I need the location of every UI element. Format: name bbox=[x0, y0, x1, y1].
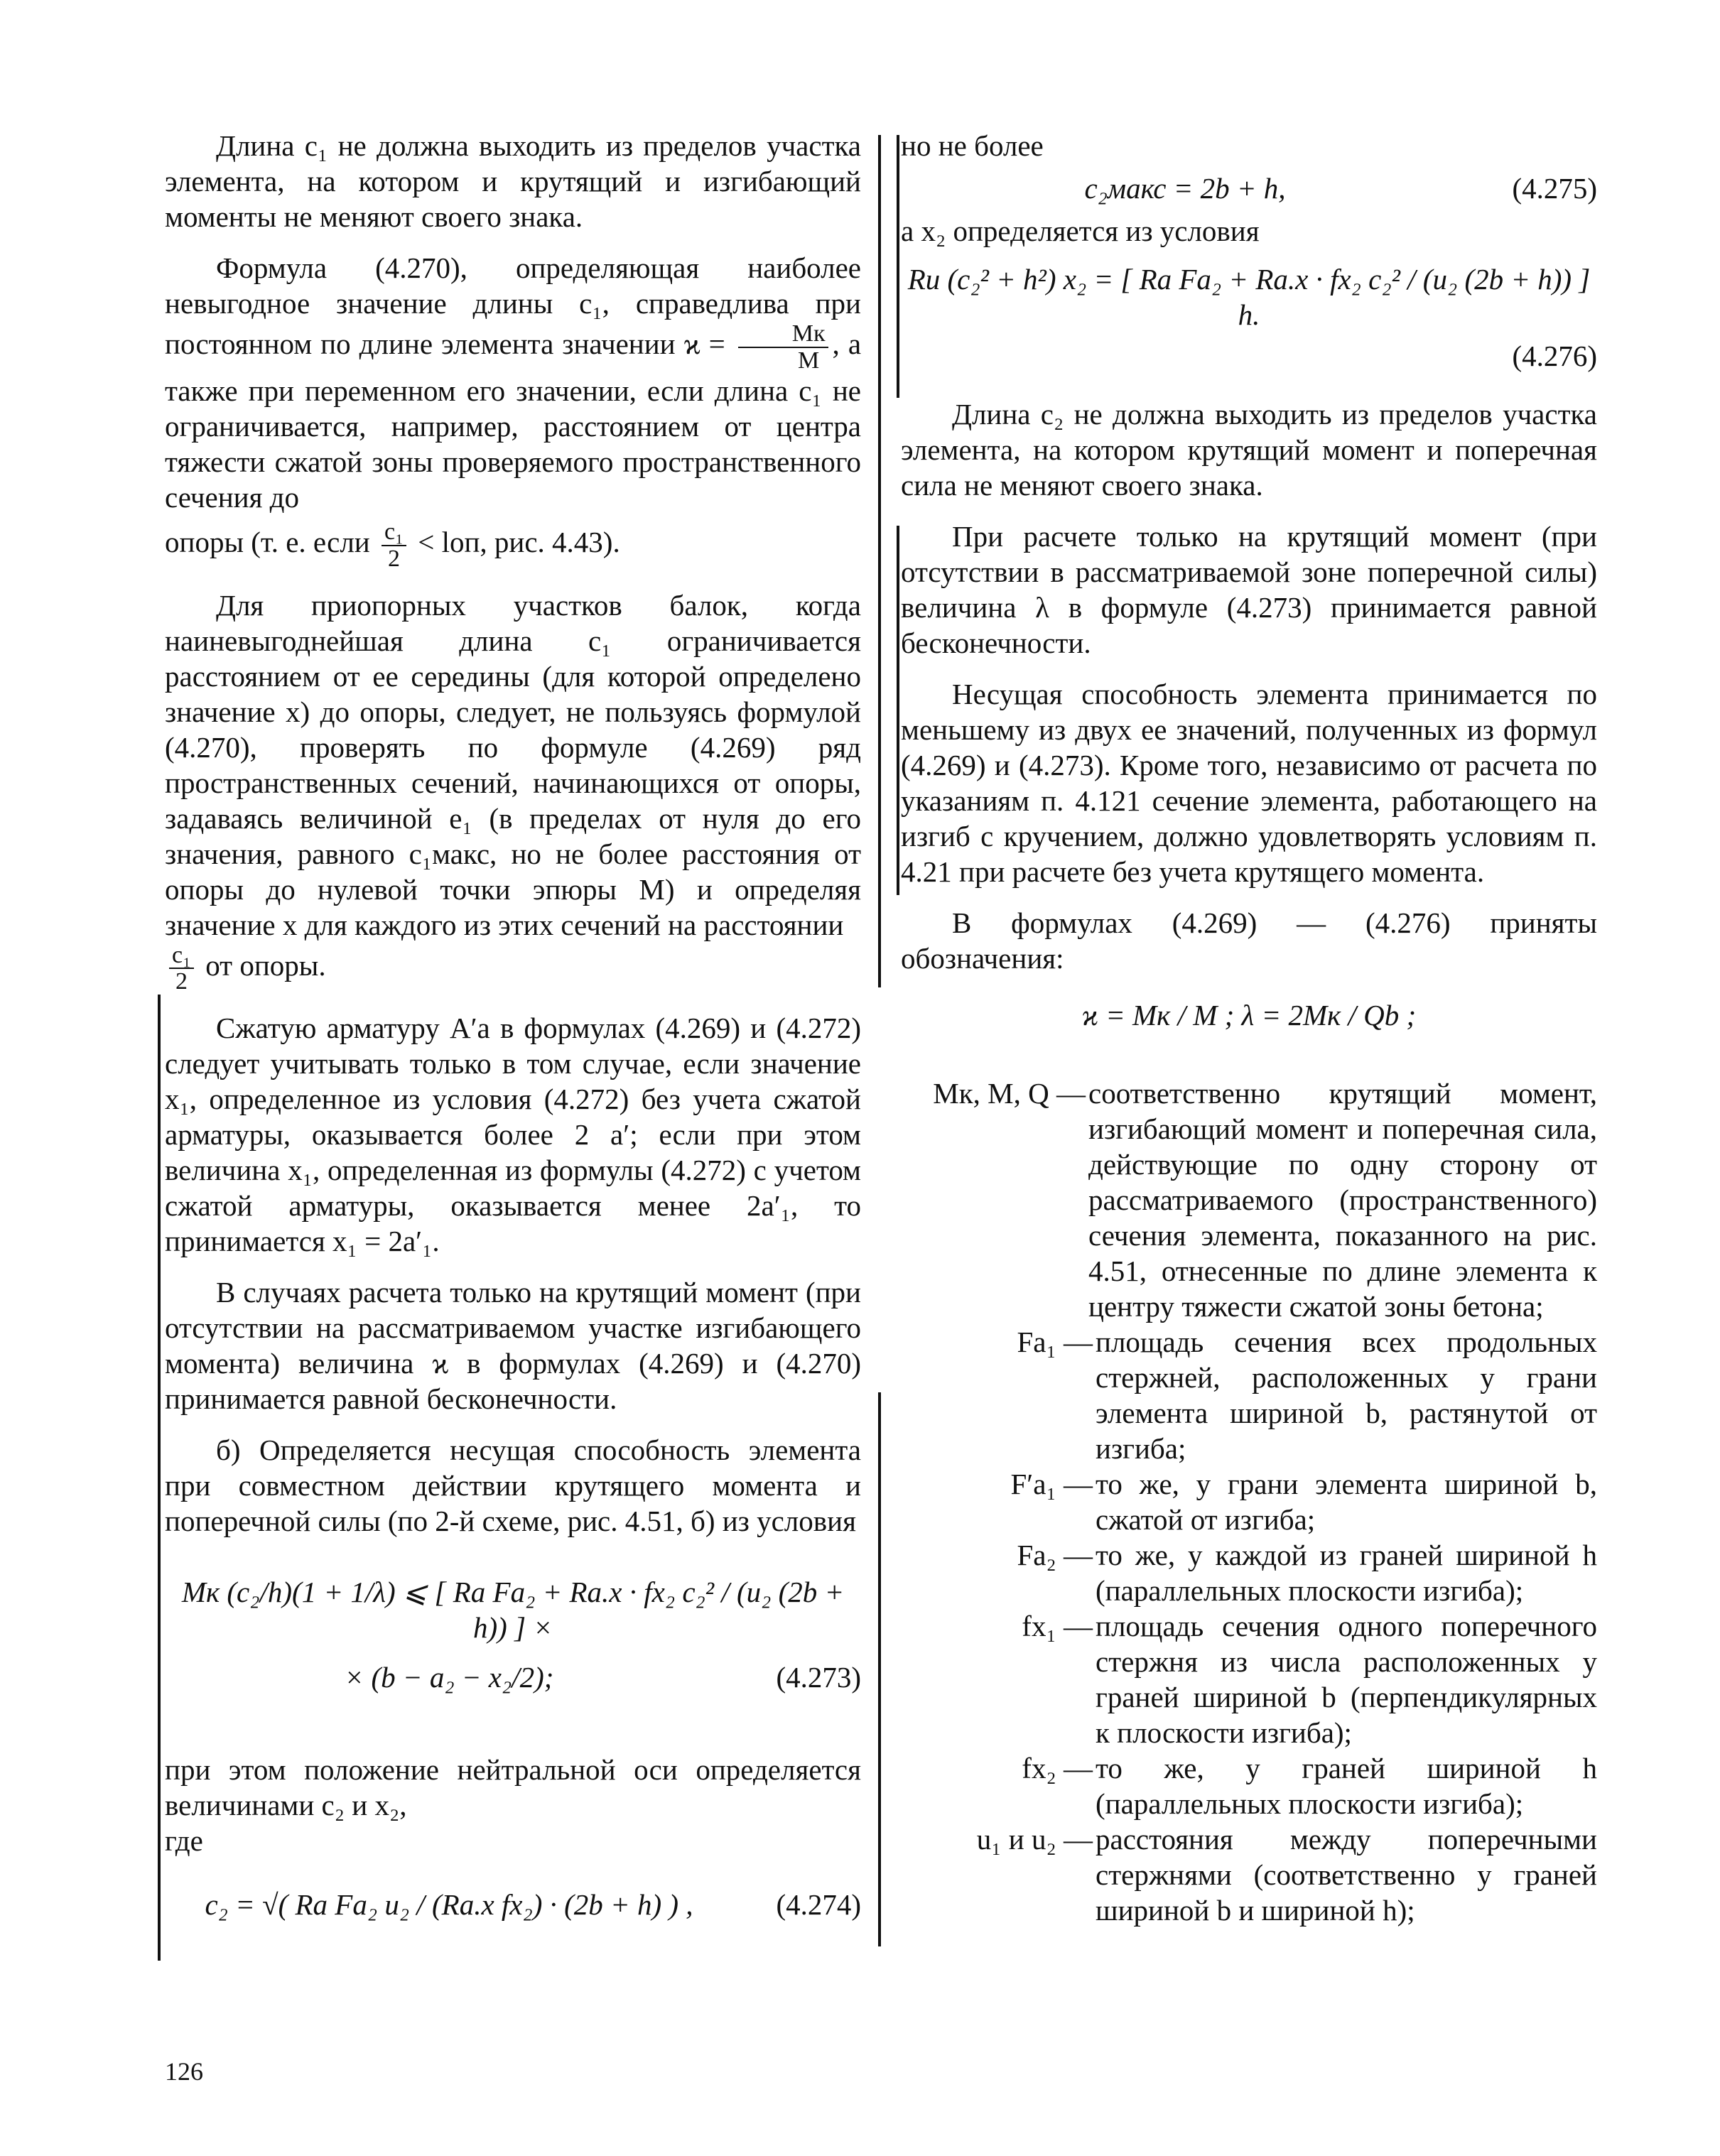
equation-number: (4.276) bbox=[1512, 340, 1597, 372]
equation-body: × (b − a₂ − x₂/2); bbox=[344, 1661, 554, 1694]
definition-symbol: F′a₁ — bbox=[1010, 1468, 1093, 1500]
fraction-c1-over-2-b bbox=[169, 943, 194, 995]
definition-item bbox=[901, 1324, 1597, 1466]
fraction-mk-over-m bbox=[738, 321, 828, 373]
margin-rule-center-upper bbox=[878, 135, 881, 987]
paragraph-c2-length: Длина c₂ не должна выходить из пределов участка элемента, на котором крутящий момент и поперечная сила не меняют своего знака. bbox=[901, 398, 1597, 502]
equation-4-276 bbox=[901, 256, 1597, 374]
definition-text: площадь сечения всех продольных стержней, расположенных у грани элемента шириной b, растянутой от изгиба; bbox=[1096, 1326, 1597, 1465]
definitions-list bbox=[901, 1076, 1597, 1928]
paragraph-from-support bbox=[165, 943, 861, 995]
paragraph-compressed-reinforcement: Сжатую арматуру A′a в формулах (4.269) и (4.272) следует учитывать только в том случае, если значение x₁, определенное из условия (4.272) без учета сжатой арматуры, оказывается более 2 a′; если при этом величина x₁, определенная из формулы (4.272) с учетом сжатой арматуры, оказывается менее 2a′₁, то принимается x₁ = 2a′₁. bbox=[165, 1012, 861, 1258]
equation-line-1: Mк (c₂/h)(1 + 1/λ) ⩽ [ Ra Fa₂ + Ra.x · fx₂ c₂² / (u₂ (2b + h)) ] × bbox=[181, 1576, 845, 1645]
paragraph-scheme-2: б) Определяется несущая способность элемента при совместном действии крутящего момента и поперечной силы (по 2-й схеме, рис. 4.51, б) из условия bbox=[165, 1434, 861, 1538]
paragraph-neutral-axis: при этом положение нейтральной оси определяется величинами c₂ и x₂, bbox=[165, 1753, 861, 1822]
definition-item bbox=[901, 1537, 1597, 1608]
left-column bbox=[165, 128, 861, 1929]
numerator: c₁ bbox=[382, 519, 406, 546]
definition-item bbox=[901, 1821, 1597, 1928]
paragraph-formula-4-270 bbox=[165, 250, 861, 515]
equation-number: (4.275) bbox=[1512, 172, 1597, 205]
text: опоры (т. е. если bbox=[165, 526, 370, 559]
paragraph-notation-intro: В формулах (4.269) — (4.276) приняты обозначения: bbox=[901, 906, 1597, 975]
denominator: 2 bbox=[175, 968, 188, 995]
definition-item bbox=[901, 1466, 1597, 1537]
definition-text: то же, у каждой из граней шириной h (параллельных плоскости изгиба); bbox=[1096, 1539, 1597, 1607]
definition-symbol: Fa₂ — bbox=[1017, 1539, 1093, 1571]
equation-body: Rи (c₂² + h²) x₂ = [ Ra Fa₂ + Ra.x · fx₂ c₂² / (u₂ (2b + h)) ] h. bbox=[907, 263, 1591, 331]
fraction-c1-over-2 bbox=[382, 519, 406, 571]
notation-formula: ϰ = Mк / M ; λ = 2Mк / Qb ; bbox=[1081, 999, 1417, 1031]
equation-line-2 bbox=[165, 1659, 861, 1695]
definition-symbol: Fa₁ — bbox=[1017, 1326, 1093, 1358]
definition-symbol: fx₁ — bbox=[1022, 1610, 1093, 1642]
definition-item bbox=[901, 1608, 1597, 1750]
page-number: 126 bbox=[165, 2057, 203, 2086]
paragraph-bearing-capacity: Несущая способность элемента принимается по меньшему из двух ее значений, полученных из формул (4.269) и (4.273). Кроме того, независимо от расчета по указаниям п. 4.121 сечение элемента, работающего на изгиб с кручением, должно удовлетворять условиям п. 4.21 при расчете без учета крутящего момента. bbox=[901, 678, 1597, 888]
definition-item bbox=[901, 1076, 1597, 1324]
definition-item bbox=[901, 1750, 1597, 1821]
equation-4-275 bbox=[901, 170, 1597, 206]
right-column bbox=[901, 128, 1597, 1928]
numerator: Mк bbox=[738, 321, 828, 348]
where-label: где bbox=[165, 1824, 203, 1858]
paragraph-torque-only: В случаях расчета только на крутящий момент (при отсутствии на рассматриваемом участке изгибающего момента) величина ϰ в формулах (4.269) и (4.270) принимается равной бесконечности. bbox=[165, 1276, 861, 1416]
definition-text: площадь сечения одного поперечного стержня из числа расположенных у граней шириной b (перпендикулярных к плоскости изгиба); bbox=[1096, 1610, 1597, 1749]
paragraph-x2-condition: а x₂ определяется из условия bbox=[901, 215, 1260, 247]
margin-rule-center-lower bbox=[878, 1392, 881, 1946]
margin-rule-right-mid bbox=[897, 526, 899, 895]
equation-number: (4.273) bbox=[776, 1661, 861, 1694]
equation-4-274 bbox=[165, 1887, 861, 1922]
margin-rule-left-lower bbox=[158, 995, 161, 1961]
text: Для приопорных участков балок, когда наиневыгоднейшая длина c₁ ограничивается расстоянием от ее середины (для которой определено значение x) до опоры, следует, не пользуясь формулой (4.270), проверять по формуле (4.269) ряд пространственных сечений, начинающихся от опоры, задаваясь величиной e₁ (в пределах от нуля до его значения, равного c₁макс, но не более расстояния от опоры до нулевой точки эпюры M) и определяя значение x для каждого из этих сечений на расстоянии bbox=[165, 588, 861, 941]
definition-text: то же, у грани элемента шириной b, сжатой от изгиба; bbox=[1096, 1468, 1597, 1536]
definition-symbol: fx₂ — bbox=[1022, 1752, 1093, 1784]
denominator: 2 bbox=[387, 546, 400, 573]
margin-rule-right-upper bbox=[897, 135, 899, 398]
text: от опоры. bbox=[205, 948, 326, 982]
definition-symbol: u₁ и u₂ — bbox=[976, 1823, 1093, 1856]
equation-number: (4.274) bbox=[776, 1888, 861, 1922]
kappa-symbol: ϰ = bbox=[683, 327, 725, 361]
numerator: c₁ bbox=[169, 943, 194, 970]
paragraph-but-not-more: но не более bbox=[901, 129, 1044, 162]
definition-text: расстояния между поперечными стержнями (соответственно у граней шириной b и шириной h); bbox=[1096, 1823, 1597, 1927]
definition-text: то же, у граней шириной h (параллельных плоскости изгиба); bbox=[1096, 1752, 1597, 1820]
paragraph-c1-length: Длина c₁ не должна выходить из пределов участка элемента, на котором и крутящий и изгибающий моменты не меняют своего знака. bbox=[165, 129, 861, 233]
definition-symbol: Mк, M, Q — bbox=[933, 1077, 1086, 1110]
paragraph-torque-only-lambda: При расчете только на крутящий момент (при отсутствии в рассматриваемой зоне поперечной силы) величина λ в формуле (4.273) принимается равной бесконечности. bbox=[901, 520, 1597, 659]
denominator: M bbox=[798, 347, 820, 374]
equation-body: c₂макс = 2b + h, bbox=[1084, 172, 1286, 205]
text: < lоп, рис. 4.43). bbox=[418, 526, 620, 559]
definition-text: соответственно крутящий момент, изгибающий момент и поперечная сила, действующие по одну сторону от рассматриваемого (пространственного) сечения элемента, показанного на рис. 4.51, отнесенные по длине элемента к центру тяжести сжатой зоны бетона; bbox=[1088, 1077, 1597, 1323]
equation-body: c₂ = √( Ra Fa₂ u₂ / (Ra.x fx₂) · (2b + h) ) , bbox=[205, 1888, 693, 1922]
equation-4-273 bbox=[165, 1567, 861, 1695]
text: Формула (4.270), определяющая наиболее невыгодное значение длины c₁, справедлива при постоянном по длине элемента значении bbox=[165, 251, 861, 361]
text: , а также при переменном его значении, если длина c₁ не ограничивается, например, расстоянием от центра тяжести сжатой зоны проверяемого пространственного сечения до bbox=[165, 327, 862, 514]
paragraph-support-sections bbox=[165, 587, 861, 943]
paragraph-support-condition bbox=[165, 519, 861, 571]
